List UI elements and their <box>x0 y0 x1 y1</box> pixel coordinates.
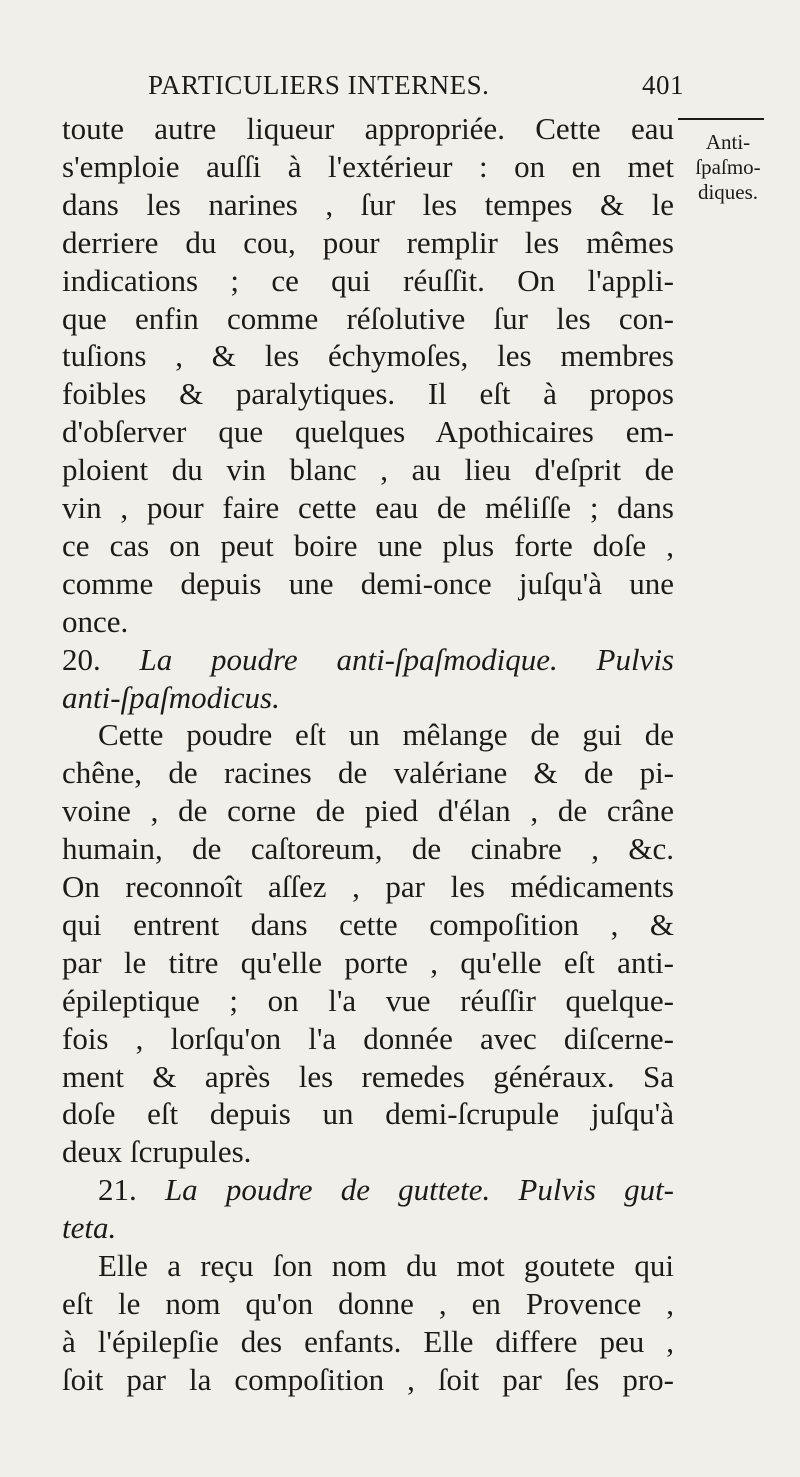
margin-note <box>678 130 778 205</box>
text-line: ce cas on peut boire une plus forte doſe , <box>62 527 674 563</box>
text-line: humain, de caſtoreum, de cinabre , &c. <box>62 831 674 867</box>
text-line: teta. <box>62 1210 117 1246</box>
text-line: ploient du vin blanc , au lieu d'eſprit de <box>62 452 674 488</box>
text-line: ſoit par la compoſition , ſoit par ſes pro- <box>62 1361 674 1397</box>
margin-rule <box>678 118 764 120</box>
text-line: foibles & paralytiques. Il eſt à propos <box>62 376 674 412</box>
text-line: eſt le nom qu'on donne , en Provence , <box>62 1285 674 1321</box>
text-line: que enfin comme réſolutive ſur les con- <box>62 300 674 336</box>
text-line: anti-ſpaſmodicus. <box>62 679 280 715</box>
text-line: s'emploie auſſi à l'extérieur : on en met <box>62 148 674 184</box>
text-line: chêne, de racines de valériane & de pi- <box>62 755 674 791</box>
margin-note-line: diques. <box>697 180 759 204</box>
text-line: Cette poudre eſt un mêlange de gui de <box>98 717 674 753</box>
text-line: ment & après les remedes généraux. Sa <box>62 1058 674 1094</box>
text-line: par le titre qu'elle porte , qu'elle eſt anti- <box>62 944 674 980</box>
running-title: PARTICULIERS INTERNES. <box>148 70 490 100</box>
text-line: once. <box>62 603 129 639</box>
text-line: indications ; ce qui réuſſit. On l'appli- <box>62 262 674 298</box>
text-line: deux ſcrupules. <box>62 1134 252 1170</box>
text-line: tuſions , & les échymoſes, les membres <box>62 338 674 374</box>
page-number: 401 <box>642 70 684 100</box>
text-line: 20. La poudre anti-ſpaſmodique. Pulvis <box>62 641 674 677</box>
text-line: dans les narines , ſur les tempes & le <box>62 186 674 222</box>
text-line: d'obſerver que quelques Apothicaires em- <box>62 414 674 450</box>
page-header <box>148 70 684 106</box>
text-line: fois , lorſqu'on l'a donnée avec diſcerne- <box>62 1020 674 1056</box>
text-line: Elle a reçu ſon nom du mot goutete qui <box>98 1248 674 1283</box>
text-line: comme depuis une demi-once juſqu'à une <box>62 565 674 601</box>
margin-note-line: Anti- <box>705 130 751 154</box>
text-line: vin , pour faire cette eau de méliſſe ; dans <box>62 490 674 525</box>
text-line: voine , de corne de pied d'élan , de crâne <box>62 793 674 829</box>
text-line: doſe eſt depuis un demi-ſcrupule juſqu'à <box>62 1096 674 1132</box>
text-line: épileptique ; on l'a vue réuſſir quelque- <box>62 982 674 1018</box>
text-line: 21. La poudre de guttete. Pulvis gut- <box>98 1172 675 1208</box>
text-line: On reconnoît aſſez , par les médicaments <box>62 869 674 904</box>
text-line: qui entrent dans cette compoſition , & <box>62 906 674 942</box>
text-line: à l'épilepſie des enfants. Elle differe peu , <box>62 1323 674 1359</box>
text-line: derriere du cou, pour remplir les mêmes <box>62 224 674 260</box>
margin-note-line: ſpaſmo- <box>695 155 761 179</box>
text-line: toute autre liqueur appropriée. Cette eau <box>62 111 674 146</box>
